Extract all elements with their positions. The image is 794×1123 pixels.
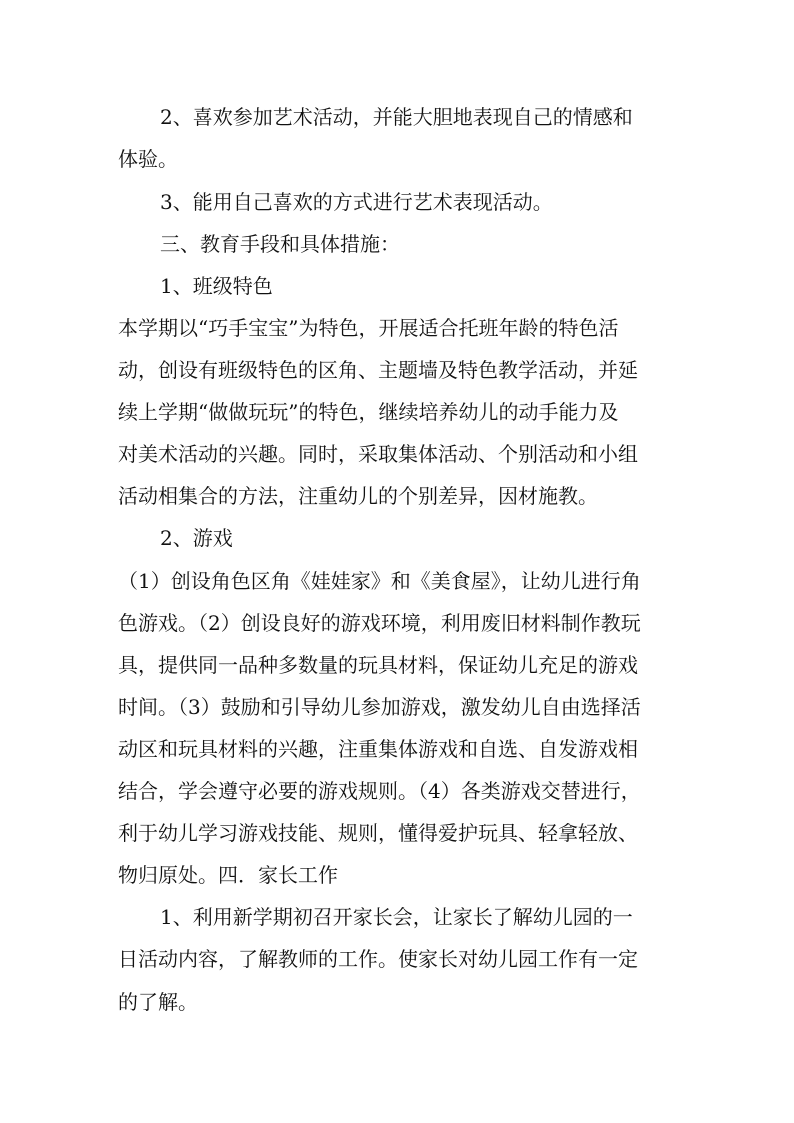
section-heading: 三、教育手段和具体措施：: [160, 232, 400, 256]
text-line: （1）创设角色区角《娃娃家》和《美食屋》，让幼儿进行角: [118, 569, 641, 593]
text-line: 动区和玩具材料的兴趣，注重集体游戏和自选、自发游戏相: [118, 737, 638, 761]
text-line: 3、能用自己喜欢的方式进行艺术表现活动。: [160, 190, 553, 214]
text-line: 日活动内容，了解教师的工作。使家长对幼儿园工作有一定: [118, 947, 638, 971]
text-line: 2、喜欢参加艺术活动，并能大胆地表现自己的情感和: [160, 105, 633, 129]
text-line: 利于幼儿学习游戏技能、规则，懂得爱护玩具、轻拿轻放、: [118, 821, 638, 845]
subsection-heading: 1、班级特色: [160, 274, 273, 298]
text-line: 结合，学会遵守必要的游戏规则。（4）各类游戏交替进行，: [118, 779, 641, 803]
text-line: 色游戏。（2）创设良好的游戏环境，利用废旧材料制作教玩: [118, 611, 641, 635]
text-line: 的了解。: [118, 990, 198, 1014]
subsection-heading: 2、游戏: [160, 526, 233, 550]
text-line: 本学期以“巧手宝宝”为特色，开展适合托班年龄的特色活: [118, 316, 619, 340]
text-line: 具，提供同一品种多数量的玩具材料，保证幼儿充足的游戏: [118, 653, 638, 677]
text-line: 对美术活动的兴趣。同时，采取集体活动、个别活动和小组: [118, 442, 638, 466]
text-line: 续上学期“做做玩玩”的特色，继续培养幼儿的动手能力及: [118, 400, 619, 424]
text-line: 体验。: [118, 147, 178, 171]
text-line: 物归原处。四．家长工作: [118, 863, 338, 887]
text-line: 动，创设有班级特色的区角、主题墙及特色教学活动，并延: [118, 358, 638, 382]
text-line: 时间。（3）鼓励和引导幼儿参加游戏，激发幼儿自由选择活: [118, 695, 641, 719]
text-line: 活动相集合的方法，注重幼儿的个别差异，因材施教。: [118, 484, 598, 508]
text-line: 1、利用新学期初召开家长会，让家长了解幼儿园的一: [160, 905, 633, 929]
